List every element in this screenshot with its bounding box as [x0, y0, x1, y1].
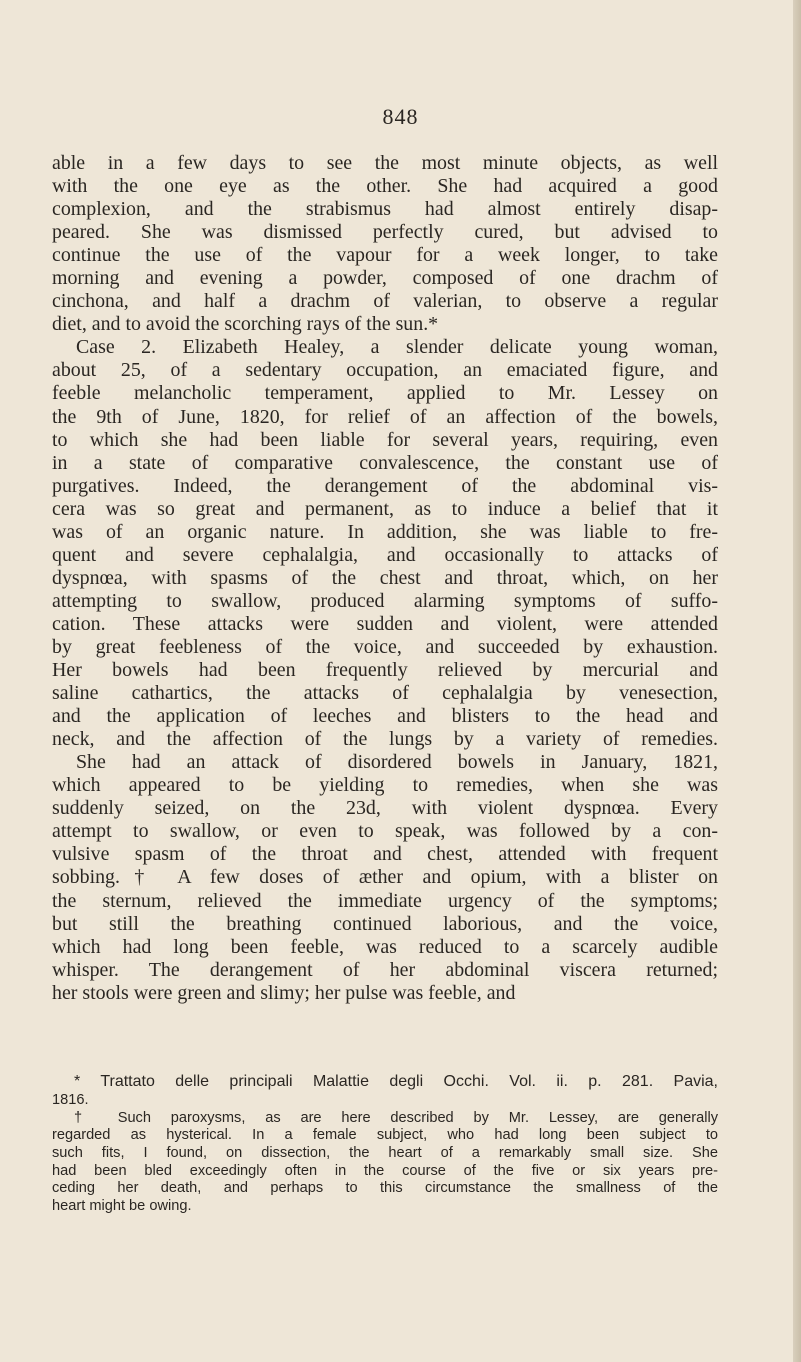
body-line: continue the use of the vapour for a week longer, to take	[52, 244, 718, 267]
body-line: with the one eye as the other. She had acquired a good	[52, 175, 718, 198]
page-edge	[793, 0, 801, 1362]
body-line: purgatives. Indeed, the derangement of the abdominal vis-	[52, 474, 718, 497]
body-line: attempting to swallow, produced alarming symptoms of suffo-	[52, 589, 718, 612]
body-line: by great feebleness of the voice, and succeeded by exhaustion.	[52, 635, 718, 658]
body-line: her stools were green and slimy; her pulse was feeble, and	[52, 981, 516, 1004]
body-line: cation. These attacks were sudden and violent, were attended	[52, 612, 718, 635]
body-line: quent and severe cephalalgia, and occasionally to attacks of	[52, 543, 718, 566]
body-line: sobbing.† A few doses of æther and opium, with a blister on	[52, 866, 718, 889]
body-line: but still the breathing continued laborious, and the voice,	[52, 912, 718, 935]
body-line: the 9th of June, 1820, for relief of an affection of the bowels,	[52, 405, 718, 428]
footnote-line: ceding her death, and perhaps to this circumstance the smallness of the	[52, 1180, 718, 1197]
body-line: morning and evening a powder, composed of one drachm of	[52, 267, 718, 290]
body-line: feeble melancholic temperament, applied to Mr. Lessey on	[52, 382, 718, 405]
body-line: complexion, and the strabismus had almost entirely disap-	[52, 198, 718, 221]
body-line: She had an attack of disordered bowels in January, 1821,	[76, 751, 718, 774]
body-line: saline cathartics, the attacks of cephalalgia by venesection,	[52, 682, 718, 705]
page-number: 848	[382, 104, 419, 129]
footnote-line: heart might be owing.	[52, 1198, 192, 1215]
body-line: and the application of leeches and blisters to the head and	[52, 705, 718, 728]
body-line: cinchona, and half a drachm of valerian, to observe a regular	[52, 290, 718, 313]
body-line: was of an organic nature. In addition, she was liable to fre-	[52, 520, 718, 543]
body-line: in a state of comparative convalescence, the constant use of	[52, 451, 718, 474]
body-line: diet, and to avoid the scorching rays of the sun.*	[52, 313, 439, 336]
body-line: attempt to swallow, or even to speak, was followed by a con-	[52, 820, 718, 843]
footnote-line: * Trattato delle principali Malattie degli Occhi. Vol. ii. p. 281. Pavia,	[74, 1073, 718, 1090]
body-line: whisper. The derangement of her abdominal viscera returned;	[52, 958, 718, 981]
body-line: which appeared to be yielding to remedies, when she was	[52, 774, 718, 797]
footnote-line: such fits, I found, on dissection, the heart of a remarkably small size. She	[52, 1145, 718, 1162]
body-line: Case 2. Elizabeth Healey, a slender delicate young woman,	[76, 336, 718, 359]
footnote-line: had been bled exceedingly often in the course of the five or six years pre-	[52, 1162, 718, 1179]
body-text	[52, 152, 718, 1005]
body-line: able in a few days to see the most minute objects, as well	[52, 152, 718, 174]
body-line: to which she had been liable for several years, requiring, even	[52, 428, 718, 451]
body-line: suddenly seized, on the 23d, with violent dyspnœa. Every	[52, 797, 718, 820]
body-line: cera was so great and permanent, as to induce a belief that it	[52, 497, 718, 520]
footnote-line: regarded as hysterical. In a female subject, who had long been subject to	[52, 1127, 718, 1144]
body-line: which had long been feeble, was reduced to a scarcely audible	[52, 935, 718, 958]
body-line: the sternum, relieved the immediate urgency of the symptoms;	[52, 889, 718, 912]
body-line: Her bowels had been frequently relieved by mercurial and	[52, 659, 718, 682]
body-line: about 25, of a sedentary occupation, an emaciated figure, and	[52, 359, 718, 382]
body-line: vulsive spasm of the throat and chest, attended with frequent	[52, 843, 718, 866]
footnotes	[52, 1072, 718, 1216]
body-line: neck, and the affection of the lungs by a variety of remedies.	[52, 728, 718, 751]
footnote-line: 1816.	[52, 1092, 89, 1108]
footnote-line: † Such paroxysms, as are here described by Mr. Lessey, are generally	[74, 1109, 718, 1126]
body-line: dyspnœa, with spasms of the chest and throat, which, on her	[52, 566, 718, 589]
body-line: peared. She was dismissed perfectly cured, but advised to	[52, 221, 718, 244]
